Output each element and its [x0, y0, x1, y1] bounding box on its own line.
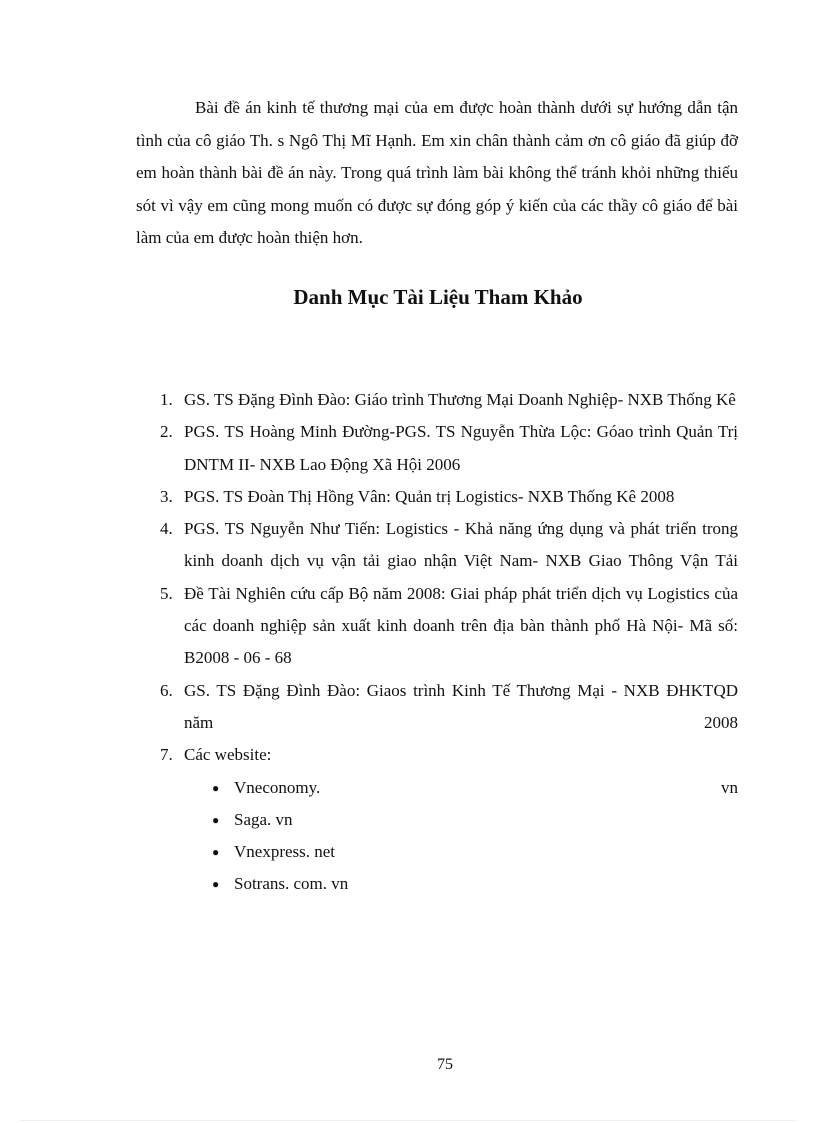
- website-text: Vnexpress. net: [234, 842, 336, 862]
- page-border: [20, 1120, 796, 1121]
- reference-text: Các website:: [184, 745, 272, 765]
- website-item: [184, 868, 738, 900]
- website-text-suffix: vn: [721, 777, 738, 797]
- reference-number: 6.: [160, 680, 173, 700]
- reference-text: Đề Tài Nghiên cứu cấp Bộ năm 2008: Giai pháp phát triển dịch vụ Logistics của các doanh nghiệp sản xuất kinh doanh trên địa bàn thành phố Hà Nội- Mã số: B2008 - 06 - 68: [184, 583, 738, 668]
- reference-item: [136, 739, 738, 900]
- reference-item: [136, 384, 738, 416]
- reference-number: 2.: [160, 422, 173, 442]
- reference-number: 1.: [160, 390, 173, 409]
- reference-item: [136, 481, 738, 513]
- bullet-icon: ●: [212, 845, 220, 860]
- reference-text: PGS. TS Đoàn Thị Hồng Vân: Quản trị Logistics- NXB Thống Kê 2008: [184, 486, 675, 506]
- bullet-icon: ●: [212, 780, 220, 795]
- intro-paragraph: Bài đề án kinh tế thương mại của em được hoàn thành dưới sự hướng dẫn tận tình của cô giáo Th. s Ngô Thị Mĩ Hạnh. Em xin chân thành cảm ơn cô giáo đã giúp đỡ em hoàn thành bài đề án này. Trong quá trình làm bài không thể tránh khỏi những thiếu sót vì vậy em cũng mong muốn có được sự đóng góp ý kiến của các thầy cô giáo để bài làm của em được hoàn thiện hơn.: [136, 98, 738, 247]
- reference-item: [136, 513, 738, 578]
- reference-number: 5.: [160, 583, 173, 603]
- reference-text: PGS. TS Hoàng Minh Đường-PGS. TS Nguyễn Thừa Lộc: Góao trình Quản Trị DNTM II- NXB Lao Động Xã Hội 2006: [184, 422, 738, 474]
- bullet-icon: ●: [212, 812, 220, 827]
- website-item: [184, 836, 738, 868]
- website-text: Sotrans. com. vn: [234, 874, 349, 894]
- reference-item: [136, 416, 738, 481]
- reference-text: GS. TS Đặng Đình Đào: Giaos trình Kinh Tế Thương Mại - NXB ĐHKTQD năm 2008: [184, 680, 738, 732]
- reference-list: [136, 384, 738, 901]
- reference-text: GS. TS Đặng Đình Đào: Giáo trình Thương Mại Doanh Nghiệp- NXB Thống Kê: [184, 390, 736, 409]
- references-heading: Danh Mục Tài Liệu Tham Khảo: [293, 285, 583, 309]
- website-item: [184, 772, 738, 804]
- reference-item: [136, 578, 738, 675]
- website-item: [184, 804, 738, 836]
- reference-text: PGS. TS Nguyễn Như Tiến: Logistics - Khả năng ứng dụng và phát triển trong kinh doanh dịch vụ vận tải giao nhận Việt Nam- NXB Giao Thông Vận Tải: [184, 519, 738, 571]
- website-list: [184, 772, 738, 901]
- reference-number: 7.: [160, 745, 173, 765]
- reference-number: 3.: [160, 486, 173, 506]
- website-text: Saga. vn: [234, 809, 293, 829]
- website-text: Vneconomy.: [234, 777, 321, 797]
- reference-item: [136, 675, 738, 740]
- page-number: 75: [437, 1056, 453, 1073]
- reference-number: 4.: [160, 519, 173, 539]
- bullet-icon: ●: [212, 877, 220, 892]
